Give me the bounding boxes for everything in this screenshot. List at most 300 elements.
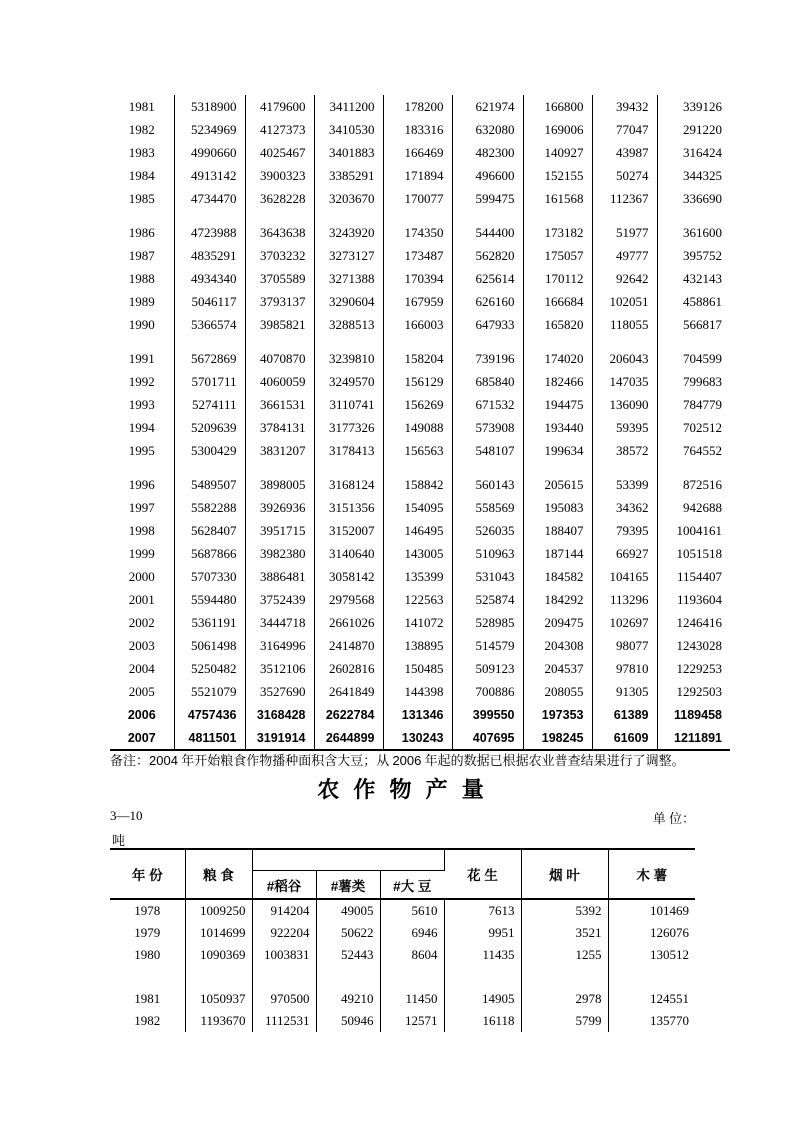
table-row [110, 290, 730, 313]
value-cell: 171894 [383, 164, 452, 187]
unit-value: 吨 [112, 833, 126, 848]
value-cell: 4060059 [245, 370, 314, 393]
spacer-cell [185, 966, 252, 988]
value-cell: 1193604 [676, 591, 722, 607]
value-cell: 316424 [683, 144, 722, 160]
table-row [110, 944, 695, 966]
value-cell: 562820 [452, 244, 523, 267]
value-cell: 3410530 [314, 118, 383, 141]
year-cell: 1993 [110, 393, 174, 416]
year-cell: 1981 [110, 95, 174, 118]
value-cell: 4835291 [174, 244, 245, 267]
value-cell: 11435 [444, 944, 521, 966]
spacer-cell [110, 336, 174, 347]
value-cell: 1243028 [676, 637, 722, 653]
value-cell: 5594480 [174, 588, 245, 611]
value-cell: 3239810 [314, 347, 383, 370]
value-cell: 184292 [523, 588, 592, 611]
value-cell: 922204 [252, 922, 316, 944]
value-cell: 3168428 [245, 703, 314, 726]
tuber-subheader: #薯类 [316, 871, 380, 900]
spacer-cell [452, 462, 523, 473]
footnote-segment: 2006 [392, 753, 422, 768]
value-cell: 5610 [380, 899, 444, 922]
value-cell: 4757436 [174, 703, 245, 726]
value-cell: 166469 [383, 141, 452, 164]
spacer-cell [380, 966, 444, 988]
value-cell: 166800 [523, 95, 592, 118]
value-cell: 156129 [383, 370, 452, 393]
value-cell: 199634 [523, 439, 592, 462]
value-cell: 112367 [592, 187, 657, 210]
spacer-cell [444, 966, 521, 988]
value-cell: 5366574 [174, 313, 245, 336]
value-cell: 2641849 [314, 680, 383, 703]
spacer-cell [592, 336, 657, 347]
value-cell: 3793137 [245, 290, 314, 313]
value-cell: 4070870 [245, 347, 314, 370]
value-cell: 194475 [523, 393, 592, 416]
crop-output-header [110, 849, 695, 899]
value-cell: 3191914 [245, 726, 314, 750]
year-cell: 1981 [110, 988, 185, 1010]
value-cell: 3512106 [245, 657, 314, 680]
value-cell: 165820 [523, 313, 592, 336]
year-cell: 2003 [110, 634, 174, 657]
value-cell: 3140640 [314, 542, 383, 565]
value-cell: 291220 [683, 121, 722, 137]
footnote-segment: 备注： [110, 753, 150, 768]
value-cell: 4934340 [174, 267, 245, 290]
table-row [110, 1010, 695, 1032]
value-cell: 344325 [683, 167, 722, 183]
value-cell: 942688 [683, 499, 722, 515]
value-cell: 3926936 [245, 496, 314, 519]
value-cell: 3151356 [314, 496, 383, 519]
table-row [110, 164, 730, 187]
spacer-cell [245, 336, 314, 347]
value-cell: 1112531 [252, 1010, 316, 1032]
year-cell: 1979 [110, 922, 185, 944]
value-cell: 514579 [452, 634, 523, 657]
value-cell: 5361191 [174, 611, 245, 634]
spacer-cell [110, 966, 185, 988]
section-title: 农 作 物 产 量 [317, 777, 488, 802]
value-cell: 184582 [523, 565, 592, 588]
value-cell: 3951715 [245, 519, 314, 542]
year-cell: 1994 [110, 416, 174, 439]
spacer-cell [523, 336, 592, 347]
value-cell: 66927 [592, 542, 657, 565]
spacer-cell [523, 462, 592, 473]
cassava-header: 木 薯 [636, 868, 668, 883]
value-cell: 209475 [523, 611, 592, 634]
value-cell: 170077 [383, 187, 452, 210]
value-cell: 3249570 [314, 370, 383, 393]
value-cell: 1246416 [676, 614, 722, 630]
value-cell: 135770 [650, 1013, 690, 1028]
value-cell: 531043 [452, 565, 523, 588]
value-cell: 3288513 [314, 313, 383, 336]
unit-label: 单 位： [652, 811, 695, 826]
spacer-row [110, 210, 730, 221]
value-cell: 51977 [592, 221, 657, 244]
value-cell: 144398 [383, 680, 452, 703]
year-cell: 1998 [110, 519, 174, 542]
value-cell: 183316 [383, 118, 452, 141]
value-cell: 700886 [452, 680, 523, 703]
table-row [110, 611, 730, 634]
value-cell: 395752 [683, 247, 722, 263]
table-row [110, 726, 730, 750]
value-cell: 3203670 [314, 187, 383, 210]
value-cell: 3178413 [314, 439, 383, 462]
value-cell: 702512 [683, 419, 722, 435]
spacer-row [110, 336, 730, 347]
value-cell: 3982380 [245, 542, 314, 565]
spacer-cell [657, 462, 730, 473]
year-cell: 2006 [110, 703, 174, 726]
value-cell: 156563 [383, 439, 452, 462]
value-cell: 158204 [383, 347, 452, 370]
value-cell: 3058142 [314, 565, 383, 588]
value-cell: 4723988 [174, 221, 245, 244]
value-cell: 1050937 [185, 988, 252, 1010]
value-cell: 152155 [523, 164, 592, 187]
value-cell: 43987 [592, 141, 657, 164]
value-cell: 685840 [452, 370, 523, 393]
value-cell: 130512 [650, 947, 690, 962]
value-cell: 5234969 [174, 118, 245, 141]
value-cell: 205615 [523, 473, 592, 496]
value-cell: 4913142 [174, 164, 245, 187]
value-cell: 173182 [523, 221, 592, 244]
value-cell: 178200 [383, 95, 452, 118]
spacer-row [110, 462, 730, 473]
spacer-cell [110, 462, 174, 473]
year-cell: 1980 [110, 944, 185, 966]
spacer-cell [245, 210, 314, 221]
table-row [110, 313, 730, 336]
value-cell: 1255 [521, 944, 608, 966]
value-cell: 1193670 [185, 1010, 252, 1032]
value-cell: 198245 [523, 726, 592, 750]
value-cell: 5672869 [174, 347, 245, 370]
value-cell: 166003 [383, 313, 452, 336]
table-row [110, 221, 730, 244]
year-cell: 1991 [110, 347, 174, 370]
value-cell: 50274 [592, 164, 657, 187]
value-cell: 5707330 [174, 565, 245, 588]
value-cell: 3784131 [245, 416, 314, 439]
table-row [110, 634, 730, 657]
value-cell: 5701711 [174, 370, 245, 393]
value-cell: 361600 [683, 224, 722, 240]
year-cell: 1999 [110, 542, 174, 565]
value-cell: 14905 [444, 988, 521, 1010]
value-cell: 8604 [380, 944, 444, 966]
value-cell: 124551 [650, 991, 690, 1006]
value-cell: 98077 [592, 634, 657, 657]
spacer-cell [521, 966, 608, 988]
table-row [110, 922, 695, 944]
value-cell: 764552 [683, 442, 722, 458]
value-cell: 5799 [521, 1010, 608, 1032]
value-cell: 5628407 [174, 519, 245, 542]
table-row [110, 899, 695, 922]
value-cell: 2414870 [314, 634, 383, 657]
value-cell: 195083 [523, 496, 592, 519]
value-cell: 92642 [592, 267, 657, 290]
value-cell: 59395 [592, 416, 657, 439]
value-cell: 97810 [592, 657, 657, 680]
spacer-cell [592, 210, 657, 221]
value-cell: 6946 [380, 922, 444, 944]
spacer-cell [383, 462, 452, 473]
value-cell: 3900323 [245, 164, 314, 187]
spacer-cell [523, 210, 592, 221]
table-row [110, 267, 730, 290]
table-row [110, 118, 730, 141]
spacer-cell [452, 210, 523, 221]
value-cell: 49005 [316, 899, 380, 922]
value-cell: 3898005 [245, 473, 314, 496]
value-cell: 79395 [592, 519, 657, 542]
value-cell: 170112 [523, 267, 592, 290]
year-cell: 1982 [110, 1010, 185, 1032]
rice-subheader: #稻谷 [252, 871, 316, 900]
value-cell: 38572 [592, 439, 657, 462]
value-cell: 204308 [523, 634, 592, 657]
value-cell: 336690 [683, 190, 722, 206]
value-cell: 407695 [452, 726, 523, 750]
value-cell: 5209639 [174, 416, 245, 439]
value-cell: 174020 [523, 347, 592, 370]
table-row [110, 244, 730, 267]
value-cell: 2661026 [314, 611, 383, 634]
value-cell: 526035 [452, 519, 523, 542]
grain-header: 粮 食 [185, 849, 252, 899]
value-cell: 525874 [452, 588, 523, 611]
table-row [110, 95, 730, 118]
table-row [110, 473, 730, 496]
year-cell: 2002 [110, 611, 174, 634]
year-cell: 1984 [110, 164, 174, 187]
value-cell: 3521 [521, 922, 608, 944]
footnote-segment: 2004 [149, 753, 178, 768]
table-row [110, 703, 730, 726]
spacer-cell [452, 336, 523, 347]
value-cell: 3661531 [245, 393, 314, 416]
year-cell: 1997 [110, 496, 174, 519]
spacer-cell [657, 336, 730, 347]
value-cell: 102051 [592, 290, 657, 313]
year-cell: 1986 [110, 221, 174, 244]
year-cell: 1988 [110, 267, 174, 290]
table-row [110, 439, 730, 462]
footnote-segment: 年起的数据已根据农业普查结果进行了调整。 [421, 753, 685, 768]
value-cell: 5392 [521, 899, 608, 922]
value-cell: 5687866 [174, 542, 245, 565]
table-row [110, 496, 730, 519]
value-cell: 140927 [523, 141, 592, 164]
value-cell: 77047 [592, 118, 657, 141]
value-cell: 1229253 [676, 660, 722, 676]
value-cell: 3271388 [314, 267, 383, 290]
spacer-cell [110, 210, 174, 221]
table-row [110, 347, 730, 370]
value-cell: 182466 [523, 370, 592, 393]
year-cell: 2004 [110, 657, 174, 680]
value-cell: 5274111 [174, 393, 245, 416]
value-cell: 3444718 [245, 611, 314, 634]
value-cell: 3152007 [314, 519, 383, 542]
value-cell: 3527690 [245, 680, 314, 703]
value-cell: 3168124 [314, 473, 383, 496]
table-row [110, 988, 695, 1010]
value-cell: 50622 [316, 922, 380, 944]
value-cell: 914204 [252, 899, 316, 922]
value-cell: 91305 [592, 680, 657, 703]
peanut-header: 花 生 [444, 849, 521, 899]
value-cell: 560143 [452, 473, 523, 496]
value-cell: 53399 [592, 473, 657, 496]
value-cell: 11450 [380, 988, 444, 1010]
value-cell: 671532 [452, 393, 523, 416]
spacer-cell [174, 210, 245, 221]
value-cell: 104165 [592, 565, 657, 588]
table-row [110, 393, 730, 416]
footnote-segment: 年开始粮食作物播种面积含大豆；从 [177, 753, 393, 768]
value-cell: 872516 [683, 476, 722, 492]
value-cell: 118055 [592, 313, 657, 336]
value-cell: 149088 [383, 416, 452, 439]
value-cell: 3886481 [245, 565, 314, 588]
value-cell: 3273127 [314, 244, 383, 267]
year-cell: 1978 [110, 899, 185, 922]
table-row [110, 416, 730, 439]
value-cell: 5318900 [174, 95, 245, 118]
value-cell: 161568 [523, 187, 592, 210]
value-cell: 704599 [683, 350, 722, 366]
value-cell: 510963 [452, 542, 523, 565]
value-cell: 158842 [383, 473, 452, 496]
tobacco-header: 烟 叶 [521, 849, 608, 899]
year-cell: 1990 [110, 313, 174, 336]
table-row [110, 187, 730, 210]
value-cell: 2602816 [314, 657, 383, 680]
value-cell: 34362 [592, 496, 657, 519]
value-cell: 2644899 [314, 726, 383, 750]
value-cell: 566817 [683, 316, 722, 332]
value-cell: 138895 [383, 634, 452, 657]
value-cell: 187144 [523, 542, 592, 565]
year-cell: 2000 [110, 565, 174, 588]
value-cell: 174350 [383, 221, 452, 244]
value-cell: 1003831 [252, 944, 316, 966]
value-cell: 4025467 [245, 141, 314, 164]
value-cell: 3401883 [314, 141, 383, 164]
value-cell: 170394 [383, 267, 452, 290]
spacer-cell [314, 210, 383, 221]
value-cell: 5489507 [174, 473, 245, 496]
value-cell: 5061498 [174, 634, 245, 657]
value-cell: 2979568 [314, 588, 383, 611]
value-cell: 5521079 [174, 680, 245, 703]
value-cell: 2622784 [314, 703, 383, 726]
value-cell: 39432 [592, 95, 657, 118]
value-cell: 399550 [452, 703, 523, 726]
value-cell: 193440 [523, 416, 592, 439]
value-cell: 632080 [452, 118, 523, 141]
value-cell: 135399 [383, 565, 452, 588]
value-cell: 101469 [650, 903, 690, 918]
value-cell: 3752439 [245, 588, 314, 611]
value-cell: 3290604 [314, 290, 383, 313]
value-cell: 573908 [452, 416, 523, 439]
value-cell: 3164996 [245, 634, 314, 657]
value-cell: 621974 [452, 95, 523, 118]
value-cell: 599475 [452, 187, 523, 210]
value-cell: 102697 [592, 611, 657, 634]
value-cell: 173487 [383, 244, 452, 267]
caption-row [110, 808, 695, 827]
spacer-cell [608, 966, 695, 988]
spacer-cell [592, 462, 657, 473]
value-cell: 799683 [683, 373, 722, 389]
table-row [110, 565, 730, 588]
table-row [110, 588, 730, 611]
value-cell: 49210 [316, 988, 380, 1010]
value-cell: 204537 [523, 657, 592, 680]
value-cell: 52443 [316, 944, 380, 966]
value-cell: 208055 [523, 680, 592, 703]
value-cell: 1154407 [676, 568, 722, 584]
year-cell: 2005 [110, 680, 174, 703]
value-cell: 61609 [592, 726, 657, 750]
value-cell: 141072 [383, 611, 452, 634]
value-cell: 143005 [383, 542, 452, 565]
value-cell: 197353 [523, 703, 592, 726]
value-cell: 558569 [452, 496, 523, 519]
value-cell: 122563 [383, 588, 452, 611]
year-cell: 1985 [110, 187, 174, 210]
value-cell: 4127373 [245, 118, 314, 141]
spacer-cell [383, 336, 452, 347]
value-cell: 4734470 [174, 187, 245, 210]
table-row [110, 370, 730, 393]
year-cell: 2001 [110, 588, 174, 611]
value-cell: 1090369 [185, 944, 252, 966]
value-cell: 150485 [383, 657, 452, 680]
value-cell: 12571 [380, 1010, 444, 1032]
value-cell: 1189458 [674, 707, 722, 722]
value-cell: 7613 [444, 899, 521, 922]
value-cell: 50946 [316, 1010, 380, 1032]
table-row [110, 657, 730, 680]
value-cell: 49777 [592, 244, 657, 267]
value-cell: 188407 [523, 519, 592, 542]
value-cell: 167959 [383, 290, 452, 313]
year-cell: 1982 [110, 118, 174, 141]
value-cell: 3703232 [245, 244, 314, 267]
spacer-cell [383, 210, 452, 221]
table-footnote [110, 750, 730, 769]
value-cell: 126076 [650, 925, 690, 940]
value-cell: 154095 [383, 496, 452, 519]
table-number: 3—10 [110, 808, 143, 823]
year-cell: 2007 [110, 726, 174, 750]
